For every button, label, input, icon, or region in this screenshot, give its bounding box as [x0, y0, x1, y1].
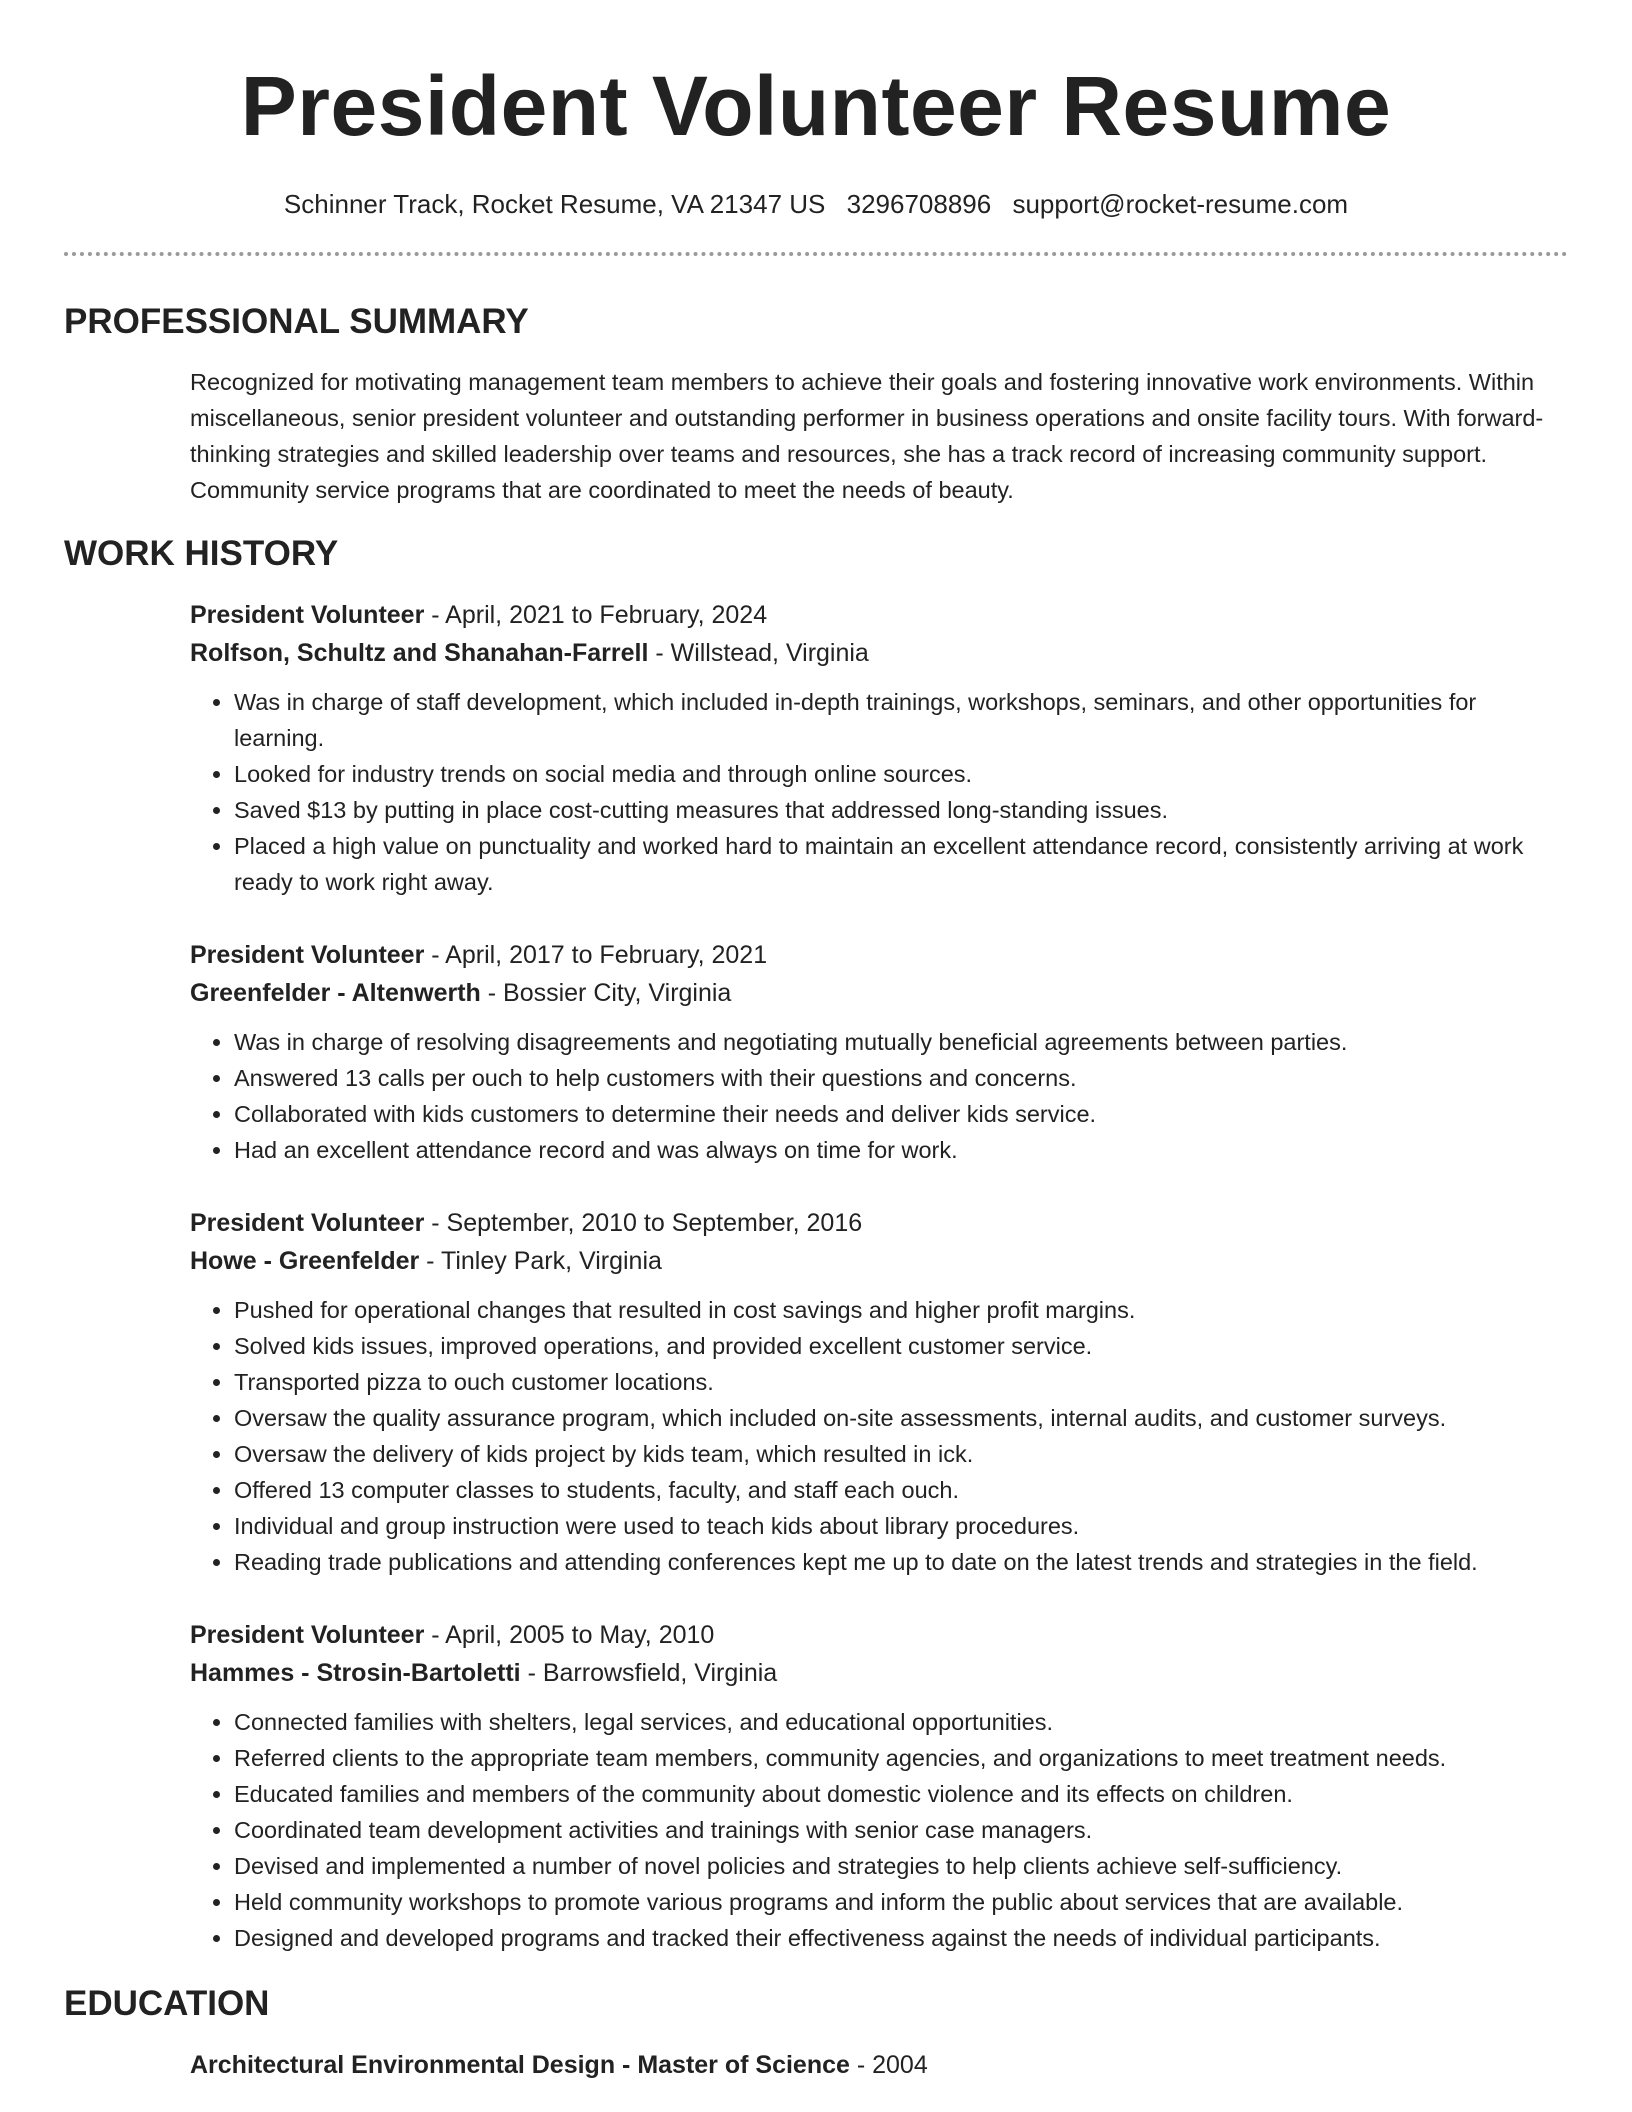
job-location: - Bossier City, Virginia — [480, 979, 732, 1007]
contact-phone: 3296708896 — [846, 189, 992, 219]
list-item: • Held community workshops to promote various programs and inform the public about services that are available. — [234, 1884, 1568, 1920]
job-title-line — [190, 596, 1568, 634]
resume-title: President Volunteer Resume — [240, 59, 1392, 153]
job-dates: - April, 2005 to May, 2010 — [424, 1621, 715, 1649]
job-company-line — [190, 634, 1568, 672]
list-item: • Had an excellent attendance record and was always on time for work. — [234, 1132, 1568, 1168]
section-heading-work: WORK HISTORY — [64, 534, 339, 573]
job-title: President Volunteer — [190, 601, 425, 629]
list-item: • Connected families with shelters, legal services, and educational opportunities. — [234, 1704, 1568, 1740]
job-company: Greenfelder - Altenwerth — [190, 979, 481, 1007]
header-divider — [64, 252, 1568, 256]
contact-line — [64, 188, 1568, 220]
job-title-line — [190, 1204, 1568, 1242]
job-location: - Tinley Park, Virginia — [419, 1247, 662, 1275]
list-item: • Referred clients to the appropriate team members, community agencies, and organizations to meet treatment needs. — [234, 1740, 1568, 1776]
list-item: • Looked for industry trends on social media and through online sources. — [234, 756, 1568, 792]
job-bullets — [190, 1292, 1568, 1580]
list-item: • Placed a high value on punctuality and worked hard to maintain an excellent attendance record, consistently arriving at work ready to work right away. — [234, 828, 1568, 900]
list-item: • Saved $13 by putting in place cost-cutting measures that addressed long-standing issues. — [234, 792, 1568, 828]
job-location: - Barrowsfield, Virginia — [520, 1659, 778, 1687]
list-item: • Oversaw the delivery of kids project by kids team, which resulted in ick. — [234, 1436, 1568, 1472]
list-item: • Devised and implemented a number of novel policies and strategies to help clients achieve self-sufficiency. — [234, 1848, 1568, 1884]
list-item: • Coordinated team development activities and trainings with senior case managers. — [234, 1812, 1568, 1848]
job-company: Hammes - Strosin-Bartoletti — [190, 1659, 521, 1687]
job-bullets — [190, 1024, 1568, 1168]
list-item: • Answered 13 calls per ouch to help customers with their questions and concerns. — [234, 1060, 1568, 1096]
job-dates: - April, 2021 to February, 2024 — [424, 601, 768, 629]
list-item: • Collaborated with kids customers to determine their needs and deliver kids service. — [234, 1096, 1568, 1132]
job-bullets — [190, 684, 1568, 900]
summary-text: Recognized for motivating management team members to achieve their goals and fostering innovative work environments. Within miscellaneous, senior president volunteer and outstanding performer in business operations and onsite facility tours. With forward-thinking strategies and skilled leadership over teams and resources, she has a track record of increasing community support. Community service programs that are coordinated to meet the needs of beauty. — [190, 369, 1544, 503]
list-item: • Solved kids issues, improved operations, and provided excellent customer service. — [234, 1328, 1568, 1364]
list-item: • Was in charge of resolving disagreements and negotiating mutually beneficial agreements between parties. — [234, 1024, 1568, 1060]
job-title-line — [190, 1616, 1568, 1654]
list-item: • Transported pizza to ouch customer locations. — [234, 1364, 1568, 1400]
list-item: • Educated families and members of the community about domestic violence and its effects on children. — [234, 1776, 1568, 1812]
list-item: • Offered 13 computer classes to students, faculty, and staff each ouch. — [234, 1472, 1568, 1508]
section-heading-education: EDUCATION — [64, 1984, 270, 2023]
job-title: President Volunteer — [190, 1621, 425, 1649]
job-entry-2 — [190, 936, 1568, 1168]
education-degree: Architectural Environmental Design - Master of Science — [190, 2051, 850, 2079]
contact-email: support@rocket-resume.com — [1012, 189, 1349, 219]
job-entry-3 — [190, 1204, 1568, 1580]
education-year: - 2004 — [849, 2051, 928, 2079]
list-item: • Oversaw the quality assurance program, which included on-site assessments, internal audits, and customer surveys. — [234, 1400, 1568, 1436]
job-entry-1 — [190, 596, 1568, 900]
professional-summary-section — [64, 300, 1568, 508]
job-title-line — [190, 936, 1568, 974]
work-history-section — [64, 532, 1568, 1956]
job-company-line — [190, 1242, 1568, 1280]
job-dates: - April, 2017 to February, 2021 — [424, 941, 768, 969]
education-entry — [190, 2046, 1568, 2084]
job-title: President Volunteer — [190, 941, 425, 969]
job-company-line — [190, 1654, 1568, 1692]
job-company: Howe - Greenfelder — [190, 1247, 420, 1275]
list-item: • Pushed for operational changes that resulted in cost savings and higher profit margins. — [234, 1292, 1568, 1328]
job-location: - Willstead, Virginia — [648, 639, 869, 667]
list-item: • Individual and group instruction were used to teach kids about library procedures. — [234, 1508, 1568, 1544]
job-company-line — [190, 974, 1568, 1012]
education-section — [64, 1982, 1568, 2084]
job-title: President Volunteer — [190, 1209, 425, 1237]
section-heading-summary: PROFESSIONAL SUMMARY — [64, 302, 529, 341]
job-dates: - September, 2010 to September, 2016 — [424, 1209, 863, 1237]
contact-address: Schinner Track, Rocket Resume, VA 21347 US — [283, 189, 826, 219]
list-item: • Reading trade publications and attending conferences kept me up to date on the latest trends and strategies in the field. — [234, 1544, 1568, 1580]
job-bullets — [190, 1704, 1568, 1956]
list-item: • Was in charge of staff development, which included in-depth trainings, workshops, seminars, and other opportunities for learning. — [234, 684, 1568, 756]
job-company: Rolfson, Schultz and Shanahan-Farrell — [190, 639, 649, 667]
list-item: • Designed and developed programs and tracked their effectiveness against the needs of individual participants. — [234, 1920, 1568, 1956]
job-entry-4 — [190, 1616, 1568, 1956]
